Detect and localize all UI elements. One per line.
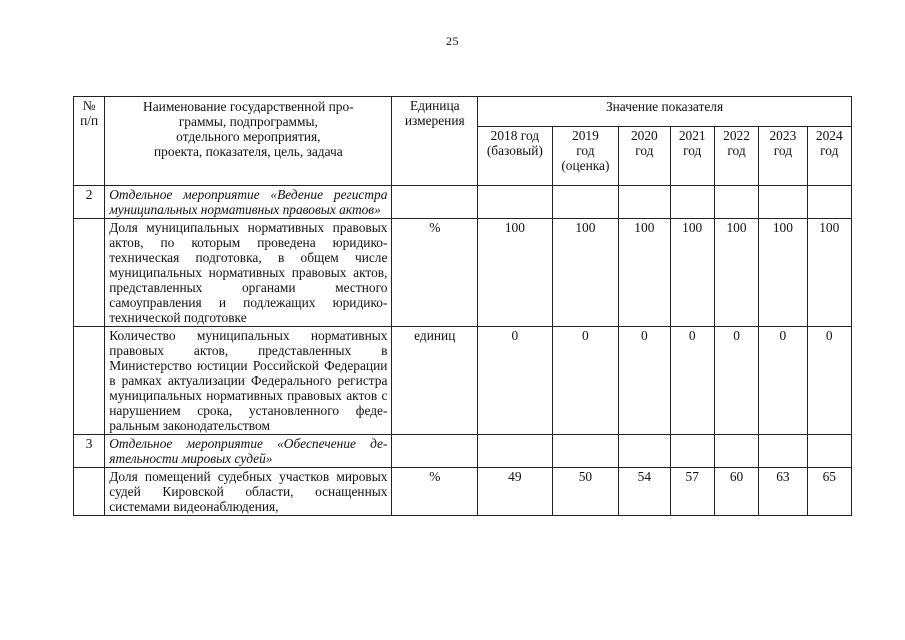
header-year-6: 2024 год xyxy=(807,127,851,186)
value-cell-5: 100 xyxy=(759,219,807,327)
unit-cell: % xyxy=(392,219,478,327)
value-cell-4 xyxy=(714,186,758,219)
header-num: № п/п xyxy=(74,97,105,186)
value-cell-2: 100 xyxy=(619,219,670,327)
value-cell-2: 54 xyxy=(619,468,670,516)
row-num: 2 xyxy=(74,186,105,219)
value-cell-4: 100 xyxy=(714,219,758,327)
value-cell-1: 100 xyxy=(552,219,619,327)
table-row xyxy=(74,327,852,435)
value-cell-0: 49 xyxy=(478,468,553,516)
value-cell-3 xyxy=(670,186,714,219)
activity-title: Отдельное мероприятие «Ведение регистра муниципальных нормативных правовых актов» xyxy=(105,186,392,219)
unit-cell xyxy=(392,186,478,219)
value-cell-1: 0 xyxy=(552,327,619,435)
header-year-5: 2023 год xyxy=(759,127,807,186)
value-cell-3 xyxy=(670,435,714,468)
value-cell-4: 60 xyxy=(714,468,758,516)
value-cell-1 xyxy=(552,186,619,219)
activity-title: Отдельное мероприятие «Обеспечение де-ятельности мировых судей» xyxy=(105,435,392,468)
unit-cell: единиц xyxy=(392,327,478,435)
header-year-1: 2019 год (оценка) xyxy=(552,127,619,186)
value-cell-1: 50 xyxy=(552,468,619,516)
table-row xyxy=(74,468,852,516)
value-cell-6: 0 xyxy=(807,327,851,435)
indicators-table xyxy=(73,96,852,516)
value-cell-5: 0 xyxy=(759,327,807,435)
header-row xyxy=(74,97,852,127)
table-body xyxy=(74,186,852,516)
header-name: Наименование государственной про- граммы, подпрограммы, отдельного мероприятия, проекта, показателя, цель, задача xyxy=(105,97,392,186)
page-number: 25 xyxy=(446,34,459,48)
value-cell-2: 0 xyxy=(619,327,670,435)
row-num xyxy=(74,327,105,435)
unit-cell: % xyxy=(392,468,478,516)
indicator-name: Доля муниципальных нормативных правовых актов, по которым проведена юридико-техническая подготовка, в общем числе муниципальных нормативных правовых актов, представленных органами местного самоуправления и подлежащих юридико-технической подготовке xyxy=(105,219,392,327)
table-row xyxy=(74,186,852,219)
header-value-group: Значение показателя xyxy=(478,97,852,127)
value-cell-6 xyxy=(807,186,851,219)
value-cell-1 xyxy=(552,435,619,468)
table-row xyxy=(74,219,852,327)
header-year-0: 2018 год (базовый) xyxy=(478,127,553,186)
value-cell-2 xyxy=(619,435,670,468)
value-cell-3: 0 xyxy=(670,327,714,435)
table-row xyxy=(74,435,852,468)
row-num xyxy=(74,219,105,327)
header-year-4: 2022 год xyxy=(714,127,758,186)
row-num: 3 xyxy=(74,435,105,468)
header-year-3: 2021 год xyxy=(670,127,714,186)
value-cell-0: 100 xyxy=(478,219,553,327)
row-num xyxy=(74,468,105,516)
value-cell-4: 0 xyxy=(714,327,758,435)
value-cell-5: 63 xyxy=(759,468,807,516)
value-cell-4 xyxy=(714,435,758,468)
header-year-2: 2020 год xyxy=(619,127,670,186)
value-cell-2 xyxy=(619,186,670,219)
header-unit: Единица измерения xyxy=(392,97,478,186)
value-cell-5 xyxy=(759,435,807,468)
indicator-name: Доля помещений судебных участков мировых судей Кировской области, оснащенных системами видеонаблюдения, xyxy=(105,468,392,516)
value-cell-3: 57 xyxy=(670,468,714,516)
indicator-name: Количество муниципальных нормативных правовых актов, представленных в Министерство юстиции Российской Федерации в рамках актуализации Федерального регистра муниципальных нормативных правовых актов с нарушением срока, установленного феде-ральным законодательством xyxy=(105,327,392,435)
unit-cell xyxy=(392,435,478,468)
value-cell-0 xyxy=(478,186,553,219)
value-cell-6: 100 xyxy=(807,219,851,327)
value-cell-0 xyxy=(478,435,553,468)
value-cell-6: 65 xyxy=(807,468,851,516)
value-cell-6 xyxy=(807,435,851,468)
value-cell-3: 100 xyxy=(670,219,714,327)
value-cell-5 xyxy=(759,186,807,219)
value-cell-0: 0 xyxy=(478,327,553,435)
